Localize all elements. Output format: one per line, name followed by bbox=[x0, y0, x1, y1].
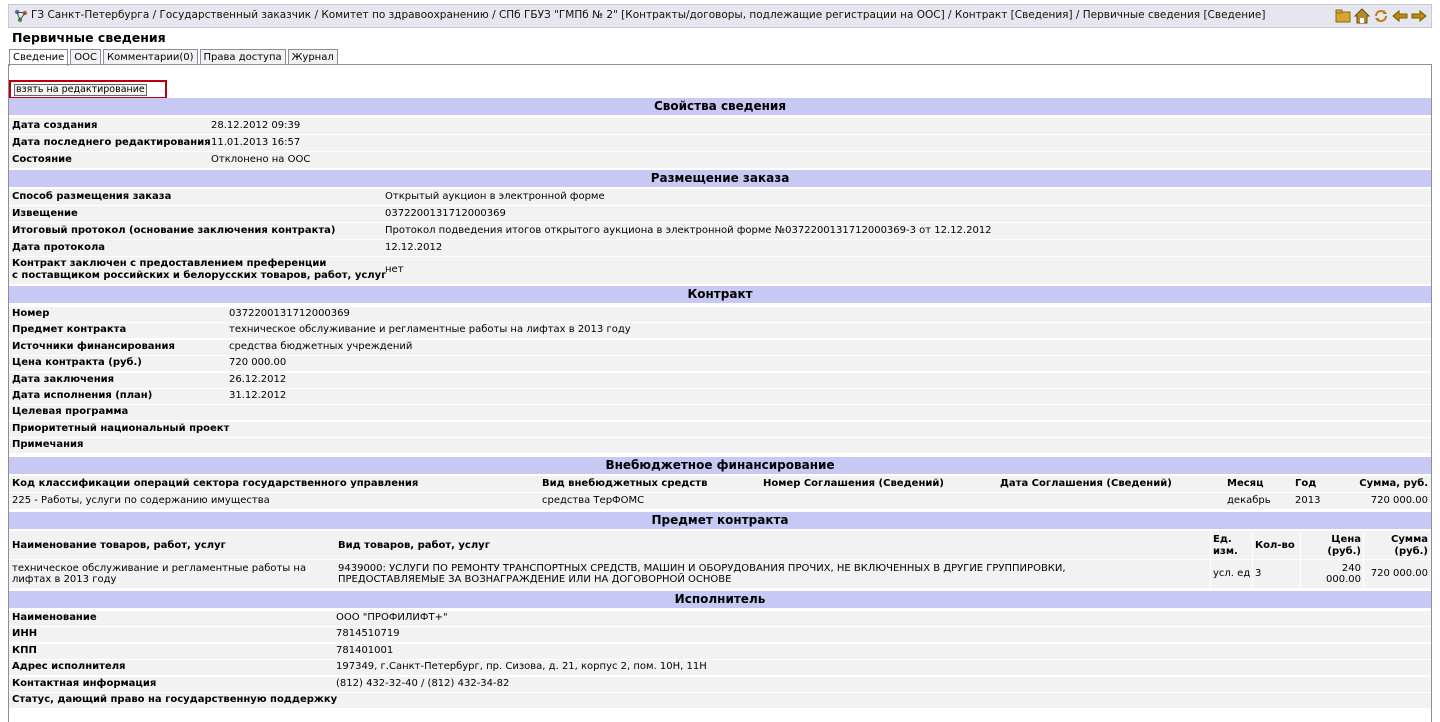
tab-comments[interactable]: Комментарии(0) bbox=[103, 49, 197, 65]
table-row bbox=[9, 438, 1431, 454]
field-value: 26.12.2012 bbox=[229, 373, 287, 385]
field-value: техническое обслуживание и регламентные работы на лифтах в 2013 году bbox=[229, 324, 631, 336]
field-label: Предмет контракта bbox=[12, 324, 127, 336]
table-row bbox=[9, 677, 1431, 693]
section-header-subject: Предмет контракта bbox=[9, 512, 1431, 529]
take-for-editing-button[interactable]: взять на редактирование bbox=[16, 84, 145, 95]
section-header-executor: Исполнитель bbox=[9, 591, 1431, 608]
table-row: Извещение 0372200131712000369 bbox=[9, 206, 1431, 223]
field-label: Дата исполнения (план) bbox=[12, 390, 153, 401]
column-divider bbox=[1363, 531, 1364, 588]
column-divider bbox=[1210, 531, 1211, 588]
table-row: Итоговый протокол (основание заключения контракта) Протокол подведения итогов открытого аукциона в электронной форме №0372200131712000369-3 от 12.12.2012 bbox=[9, 223, 1431, 240]
table-row bbox=[9, 693, 1431, 709]
breadcrumb-bar bbox=[8, 4, 1432, 28]
field-label: Приоритетный национальный проект bbox=[12, 422, 230, 434]
tab-record[interactable]: Сведение bbox=[9, 49, 68, 66]
folder-icon[interactable] bbox=[1335, 8, 1351, 24]
field-value: 0372200131712000369 bbox=[229, 308, 350, 319]
table-row bbox=[9, 373, 1431, 389]
section-header-properties: Свойства сведения bbox=[9, 98, 1431, 115]
offbudget-header-row: Код классификации операций сектора государственного управления Вид внебюджетных средств Номер Соглашения (Сведений) Дата Соглашения (Сведений) Месяц Год Сумма, руб. bbox=[9, 476, 1431, 492]
table-row: Состояние Отклонено на ООС bbox=[9, 152, 1431, 169]
tab-journal[interactable]: Журнал bbox=[288, 49, 338, 65]
app-network-icon bbox=[13, 8, 29, 24]
table-row: Способ размещения заказа Открытый аукцион в электронной форме bbox=[9, 189, 1431, 206]
table-row: Контракт заключен с предоставлением преференции с поставщиком российских и белорусских товаров, работ, услуг нет bbox=[9, 257, 1431, 285]
field-value: ООО "ПРОФИЛИФТ+" bbox=[336, 612, 448, 623]
table-row bbox=[9, 389, 1431, 405]
back-arrow-icon[interactable] bbox=[1392, 8, 1408, 24]
field-value: средства бюджетных учреждений bbox=[229, 340, 413, 352]
column-divider bbox=[1252, 531, 1253, 588]
refresh-icon[interactable] bbox=[1373, 8, 1389, 24]
tab-oos[interactable]: ООС bbox=[70, 49, 101, 65]
field-value: 197349, г.Санкт-Петербург, пр. Сизова, д. 21, корпус 2, пом. 10Н, 11Н bbox=[336, 661, 707, 673]
field-label: Цена контракта (руб.) bbox=[12, 357, 142, 369]
table-row bbox=[9, 340, 1431, 356]
tab-divider bbox=[8, 64, 1432, 65]
field-label: Адрес исполнителя bbox=[12, 661, 126, 673]
page-title: Первичные сведения bbox=[12, 30, 166, 45]
table-row bbox=[9, 627, 1431, 643]
field-label: КПП bbox=[12, 644, 37, 656]
section-header-placement: Размещение заказа bbox=[9, 170, 1431, 187]
subject-header-row: Наименование товаров, работ, услуг Вид товаров, работ, услуг Ед. изм. Кол-во Цена (руб.) Сумма (руб.) bbox=[9, 531, 1431, 559]
field-label: Дата заключения bbox=[12, 373, 115, 385]
field-value: 7814510719 bbox=[336, 628, 400, 640]
field-label: ИНН bbox=[12, 628, 38, 640]
table-row bbox=[9, 307, 1431, 323]
field-value: 31.12.2012 bbox=[229, 390, 287, 401]
edit-button-highlight bbox=[9, 80, 167, 99]
field-value: (812) 432-32-40 / (812) 432-34-82 bbox=[336, 677, 510, 689]
subject-data-row: техническое обслуживание и регламентные работы на лифтах в 2013 году 9439000: УСЛУГИ ПО РЕМОНТУ ТРАНСПОРТНЫХ СРЕДСТВ, МАШИН И ОБОРУДОВАНИЯ ПРОЧИХ, НЕ ВКЛЮЧЕННЫХ В ДРУГИЕ ГРУППИРОВКИ, ПРЕДОСТАВЛЯЕМЫЕ ЗА ВОЗНАГРАЖДЕНИЕ ИЛИ НА ДОГОВОРНОЙ ОСНОВЕ усл. ед 3 240 000.00 720 000.00 bbox=[9, 560, 1431, 588]
field-label: Номер bbox=[12, 308, 50, 319]
table-row bbox=[9, 644, 1431, 660]
field-value: 720 000.00 bbox=[229, 357, 287, 369]
table-row bbox=[9, 323, 1431, 339]
column-divider bbox=[1300, 531, 1301, 588]
table-row bbox=[9, 660, 1431, 676]
offbudget-data-row: 225 - Работы, услуги по содержанию имущества средства ТерФОМС декабрь 2013 720 000.00 bbox=[9, 493, 1431, 509]
field-label: Целевая программа bbox=[12, 406, 129, 418]
field-value: 781401001 bbox=[336, 644, 394, 656]
tab-access-rights[interactable]: Права доступа bbox=[200, 49, 286, 65]
status-value: Отклонено на ООС bbox=[211, 154, 311, 165]
table-row bbox=[9, 356, 1431, 372]
field-label: Статус, дающий право на государственную поддержку bbox=[12, 694, 338, 705]
table-row: Дата протокола 12.12.2012 bbox=[9, 240, 1431, 257]
field-label: Наименование bbox=[12, 612, 97, 623]
section-header-contract: Контракт bbox=[9, 286, 1431, 303]
field-label: Контактная информация bbox=[12, 677, 157, 689]
table-row bbox=[9, 611, 1431, 627]
field-label: Источники финансирования bbox=[12, 340, 175, 352]
forward-arrow-icon[interactable] bbox=[1411, 8, 1427, 24]
table-row bbox=[9, 422, 1431, 438]
breadcrumb[interactable]: ГЗ Санкт-Петербурга / Государственный заказчик / Комитет по здравоохранению / СПб ГБУЗ "ГМПб № 2" [Контракты/договоры, подлежащие регистрации на ООС] / Контракт [Сведения] / Первичные сведения [Сведение] bbox=[31, 9, 1266, 21]
section-header-offbudget: Внебюджетное финансирование bbox=[9, 457, 1431, 474]
table-row bbox=[9, 405, 1431, 421]
table-row: Дата создания 28.12.2012 09:39 bbox=[9, 118, 1431, 135]
field-label: Примечания bbox=[12, 439, 84, 451]
home-icon[interactable] bbox=[1354, 8, 1370, 24]
table-row: Дата последнего редактирования 11.01.2013 16:57 bbox=[9, 135, 1431, 152]
